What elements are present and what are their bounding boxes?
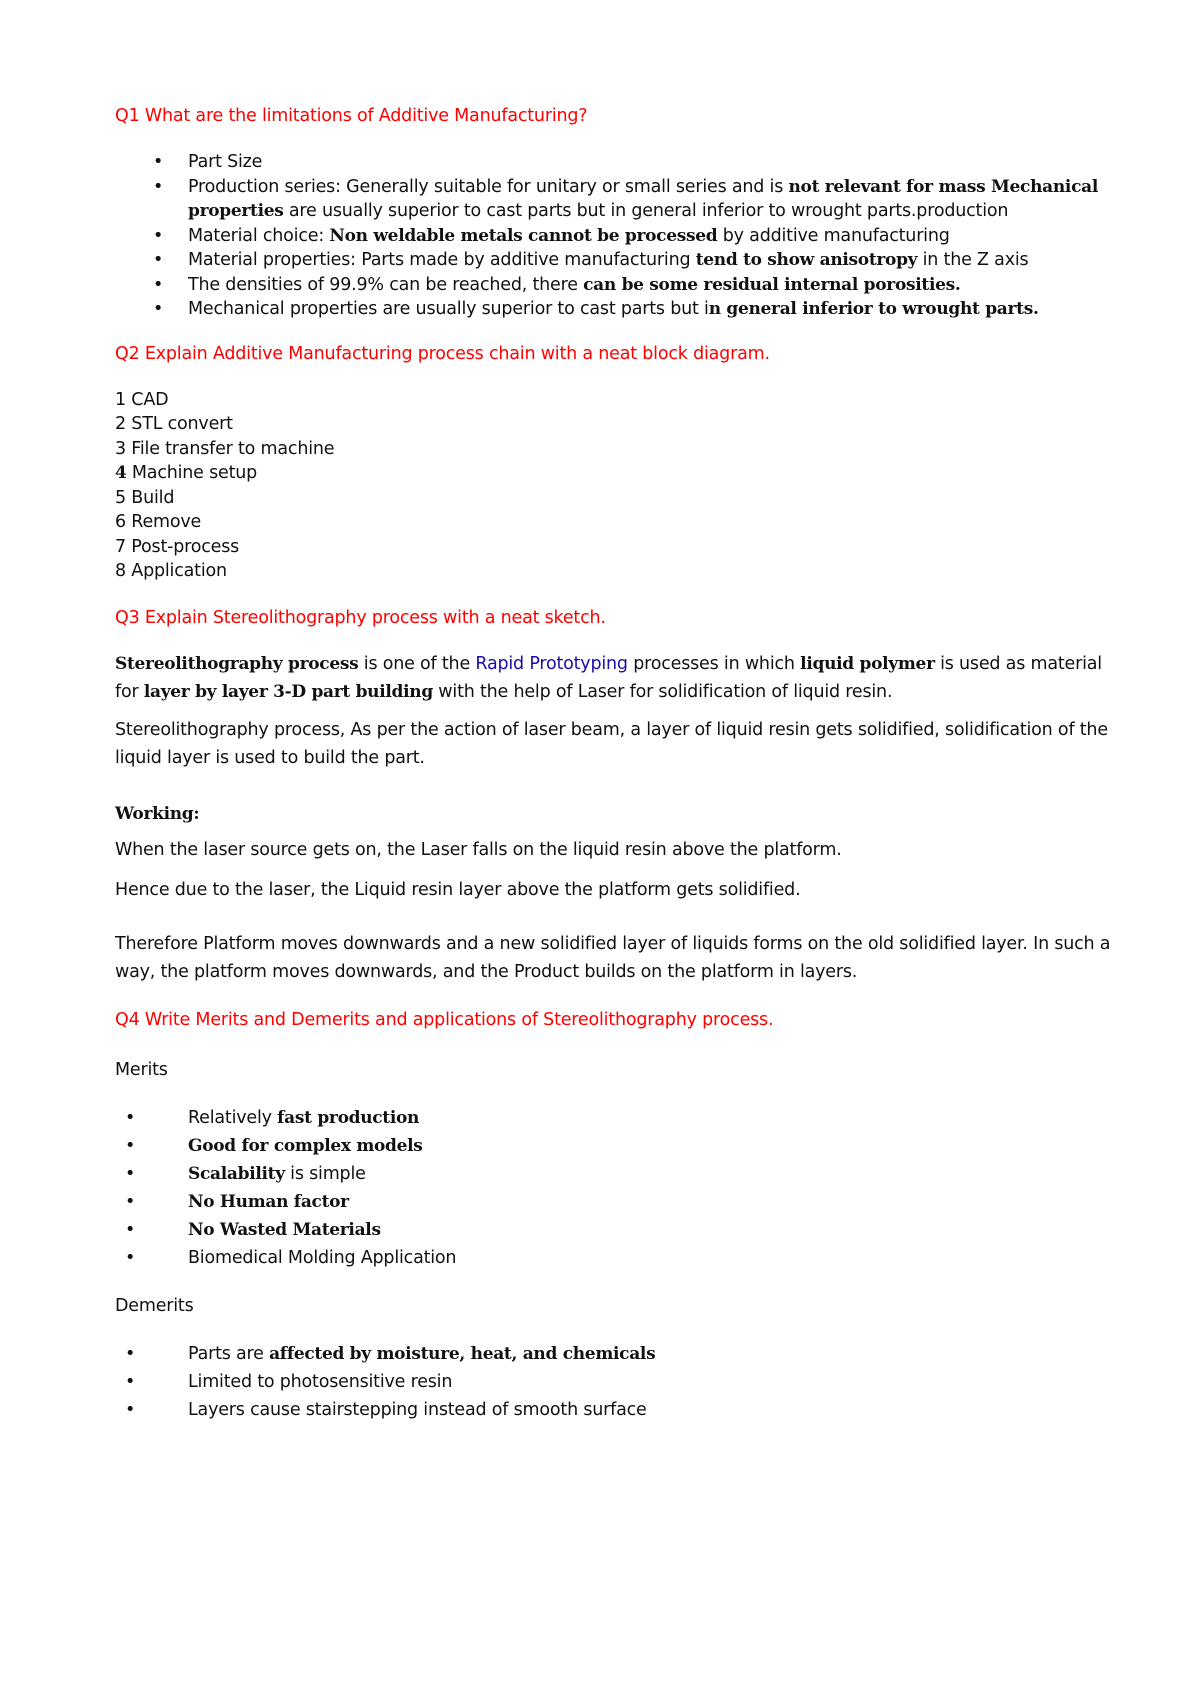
working-paragraph-1: When the laser source gets on, the Laser falls on the liquid resin above the platform. bbox=[115, 839, 842, 860]
q1-list bbox=[115, 150, 1115, 322]
list-item: • Biomedical Molding Application bbox=[115, 1244, 1115, 1272]
list-item: 2 STL convert bbox=[115, 414, 233, 434]
list-item: 7 Post-process bbox=[115, 536, 240, 557]
list-item: 4 Machine setup bbox=[115, 463, 258, 483]
list-item: • Material choice: Non weldable metals cannot be processed by additive manufacturing bbox=[115, 224, 1115, 249]
rapid-prototyping-link[interactable]: Rapid Prototyping bbox=[475, 653, 628, 674]
list-item: • Scalability is simple bbox=[115, 1160, 1115, 1188]
list-item: • Layers cause stairstepping instead of smooth surface bbox=[115, 1396, 1115, 1424]
document-page bbox=[115, 104, 1115, 1424]
list-item: • The densities of 99.9% can be reached, there can be some residual internal porosities. bbox=[115, 273, 1115, 298]
q2-heading: Q2 Explain Additive Manufacturing process chain with a neat block diagram. bbox=[115, 343, 770, 364]
list-item: • Production series: Generally suitable for unitary or small series and is not relevant for mass Mechanical properties are usually superior to cast parts but in general inferior to wrought parts.production bbox=[115, 175, 1115, 224]
q3-paragraph-2: Stereolithography process, As per the action of laser beam, a layer of liquid resin gets solidified, solidification of the liquid layer is used to build the part. bbox=[115, 719, 1108, 768]
working-paragraph-3: Therefore Platform moves downwards and a new solidified layer of liquids forms on the old solidified layer. In such a way, the platform moves downwards, and the Product builds on the platform in layers. bbox=[115, 933, 1111, 982]
list-item: • Mechanical properties are usually superior to cast parts but in general inferior to wrought parts. bbox=[115, 297, 1115, 322]
q3-paragraph-1: Stereolithography process is one of the Rapid Prototyping processes in which liquid polymer is used as material for layer by layer 3-D part building with the help of Laser for solidification of liquid resin. bbox=[115, 653, 1102, 702]
demerits-list bbox=[115, 1340, 1115, 1424]
list-item: • Good for complex models bbox=[115, 1132, 1115, 1160]
list-item: • Part Size bbox=[115, 150, 1115, 175]
process-chain-list bbox=[115, 388, 1115, 584]
list-item: 1 CAD bbox=[115, 389, 169, 410]
demerits-heading: Demerits bbox=[115, 1295, 194, 1316]
list-item: 6 Remove bbox=[115, 512, 202, 532]
list-item: 3 File transfer to machine bbox=[115, 438, 335, 459]
list-item: • Relatively fast production bbox=[115, 1104, 1115, 1132]
list-item: • No Human factor bbox=[115, 1188, 1115, 1216]
working-heading: Working: bbox=[115, 803, 200, 824]
q3-heading: Q3 Explain Stereolithography process with a neat sketch. bbox=[115, 607, 606, 628]
list-item: 8 Application bbox=[115, 561, 227, 581]
list-item: • Limited to photosensitive resin bbox=[115, 1368, 1115, 1396]
merits-list bbox=[115, 1104, 1115, 1272]
q1-heading: Q1 What are the limitations of Additive Manufacturing? bbox=[115, 106, 588, 126]
list-item: • Material properties: Parts made by additive manufacturing tend to show anisotropy in the Z axis bbox=[115, 248, 1115, 273]
merits-heading: Merits bbox=[115, 1059, 168, 1080]
working-paragraph-2: Hence due to the laser, the Liquid resin layer above the platform gets solidified. bbox=[115, 879, 801, 900]
list-item: • Parts are affected by moisture, heat, and chemicals bbox=[115, 1340, 1115, 1368]
q4-heading: Q4 Write Merits and Demerits and applications of Stereolithography process. bbox=[115, 1009, 774, 1030]
list-item: 5 Build bbox=[115, 487, 175, 508]
list-item: • No Wasted Materials bbox=[115, 1216, 1115, 1244]
